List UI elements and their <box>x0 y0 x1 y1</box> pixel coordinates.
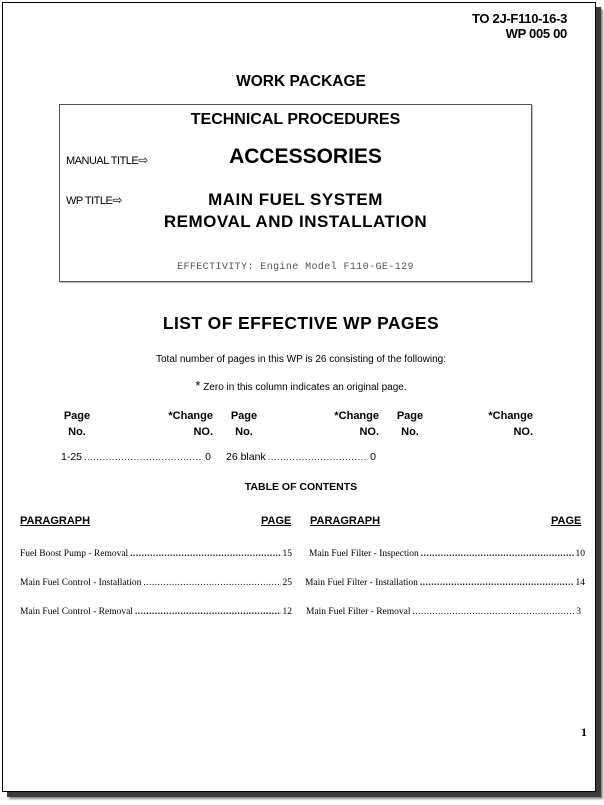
col-page-line1: Page <box>396 410 424 422</box>
toc-entry[interactable] <box>306 606 581 617</box>
toc-entry-page: 10 <box>575 549 585 559</box>
col-page-line1: Page <box>230 410 258 422</box>
effective-pages-title: LIST OF EFFECTIVE WP PAGES <box>162 313 440 333</box>
right-arrow-icon: ⇨ <box>138 153 148 167</box>
asterisk: * <box>195 378 201 393</box>
effective-page-row <box>61 451 211 463</box>
total-pages-statement: Total number of pages in this WP is 26 consisting of the following: <box>156 354 446 365</box>
col-page-line2: No. <box>235 426 253 438</box>
col-page-heading <box>222 408 266 440</box>
toc-entry[interactable] <box>309 548 585 559</box>
toc-entry[interactable] <box>20 606 292 617</box>
toc-paragraph-header: PARAGRAPH <box>20 515 91 527</box>
wp-number: WP 005 00 <box>505 26 567 41</box>
wp-title-label-text: WP TITLE <box>66 195 113 207</box>
row-page: 1-25 <box>61 451 83 463</box>
toc-entry-page: 12 <box>282 607 292 617</box>
col-change-line1: *Change <box>168 410 213 422</box>
toc-entry[interactable] <box>305 577 585 588</box>
toc-paragraph-header: PARAGRAPH <box>310 515 381 527</box>
title-box <box>59 104 532 282</box>
row-page: 26 blank <box>226 451 266 463</box>
toc-entry-page: 25 <box>282 578 292 588</box>
right-arrow-icon: ⇨ <box>112 193 122 207</box>
toc-entry-page: 3 <box>576 607 581 617</box>
toc-entry-page: 15 <box>282 549 292 559</box>
col-change-heading <box>319 408 379 440</box>
leader-dots <box>135 606 281 616</box>
manual-title: ACCESSORIES <box>229 145 382 168</box>
col-change-line2: NO. <box>513 426 533 438</box>
col-page-line2: No. <box>68 426 86 438</box>
effectivity-statement: EFFECTIVITY: Engine Model F110-GE-129 <box>177 262 414 273</box>
page-number: 1 <box>581 725 587 739</box>
toc-entry-title: Main Fuel Filter - Inspection <box>309 549 419 559</box>
wp-title <box>60 189 531 233</box>
toc-entry-title: Fuel Boost Pump - Removal <box>20 549 129 559</box>
toc-entry[interactable] <box>20 548 292 559</box>
col-page-heading <box>388 408 432 440</box>
toc-title: TABLE OF CONTENTS <box>244 481 358 493</box>
zero-note <box>3 378 599 393</box>
col-change-line1: *Change <box>334 410 379 422</box>
work-package-heading: WORK PACKAGE <box>236 73 366 90</box>
col-page-line1: Page <box>63 410 91 422</box>
toc-entry-title: Main Fuel Control - Removal <box>20 607 133 617</box>
col-change-line2: NO. <box>193 426 213 438</box>
row-change: 0 <box>370 451 376 463</box>
wp-title-line-1: MAIN FUEL SYSTEM <box>208 190 383 209</box>
leader-dots <box>420 577 574 587</box>
document-number-block <box>472 11 567 41</box>
toc-entry-title: Main Fuel Filter - Installation <box>305 578 418 588</box>
toc-page-header: PAGE <box>551 515 582 527</box>
toc-page-header: PAGE <box>261 515 292 527</box>
document-page <box>2 2 596 792</box>
col-change-heading <box>473 408 533 440</box>
col-change-heading <box>153 408 213 440</box>
col-page-line2: No. <box>401 426 419 438</box>
toc-entry-page: 14 <box>575 578 585 588</box>
wp-title-line-2: REMOVAL AND INSTALLATION <box>163 212 428 231</box>
effective-page-row <box>226 451 376 463</box>
toc-entry[interactable] <box>20 577 292 588</box>
leader-dots <box>84 452 203 462</box>
leader-dots <box>130 548 280 558</box>
row-change: 0 <box>205 451 211 463</box>
manual-title-label-text: MANUAL TITLE <box>66 155 139 167</box>
col-page-heading <box>55 408 99 440</box>
technical-procedures-heading: TECHNICAL PROCEDURES <box>190 111 401 128</box>
leader-dots <box>143 577 280 587</box>
toc-entry-title: Main Fuel Filter - Removal <box>306 607 411 617</box>
toc-entry-title: Main Fuel Control - Installation <box>20 578 142 588</box>
col-change-line1: *Change <box>488 410 533 422</box>
leader-dots <box>413 606 575 616</box>
zero-note-text: Zero in this column indicates an original page. <box>203 382 407 393</box>
leader-dots <box>421 548 574 558</box>
col-change-line2: NO. <box>359 426 379 438</box>
to-number: TO 2J-F110-16-3 <box>472 11 567 26</box>
leader-dots <box>268 452 368 462</box>
